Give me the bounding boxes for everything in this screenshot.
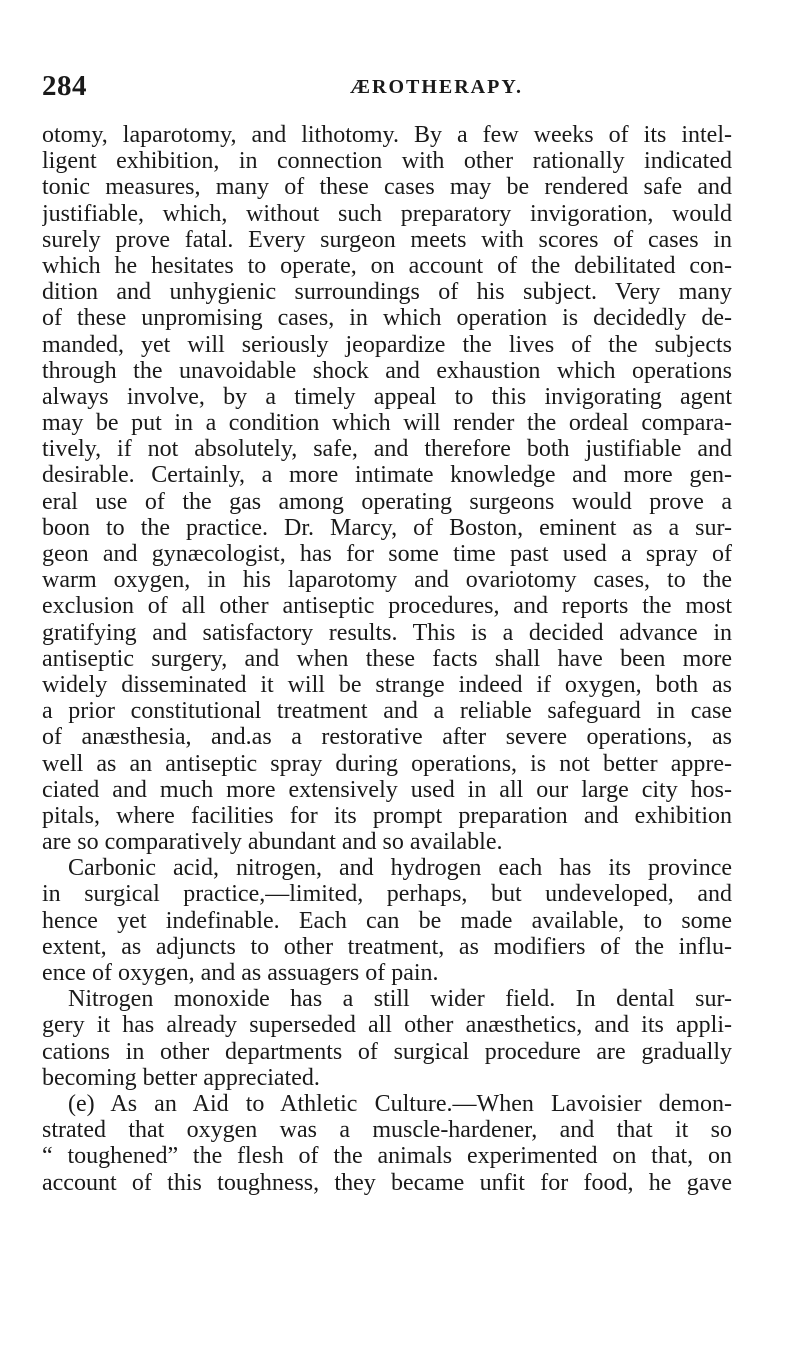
text-line: Nitrogen monoxide has a still wider field. In dental sur- [68, 986, 732, 1013]
page-number: 284 [42, 70, 87, 102]
text-line: extent, as adjuncts to other treatment, as modifiers of the influ- [42, 933, 732, 960]
text-line: surely prove fatal. Every surgeon meets with scores of cases in [42, 226, 732, 253]
text-line: in surgical practice,—limited, perhaps, but undeveloped, and [42, 881, 732, 908]
text-line: ciated and much more extensively used in all our large city hos- [42, 776, 732, 803]
text-line: (e) As an Aid to Athletic Culture.—When Lavoisier demon- [68, 1090, 732, 1117]
text-line: tively, if not absolutely, safe, and therefore both justifiable and [42, 436, 732, 463]
text-line: justifiable, which, without such preparatory invigoration, would [42, 200, 732, 227]
text-line: desirable. Certainly, a more intimate knowledge and more gen- [42, 462, 732, 489]
text-line: otomy, laparotomy, and lithotomy. By a few weeks of its intel- [42, 122, 732, 148]
text-line: dition and unhygienic surroundings of his subject. Very many [42, 279, 732, 306]
text-line: well as an antiseptic spray during operations, is not better appre- [42, 750, 732, 777]
text-line: always involve, by a timely appeal to this invigorating agent [42, 383, 732, 410]
text-line: account of this toughness, they became unfit for food, he gave [42, 1169, 732, 1196]
text-line: of these unpromising cases, in which operation is decidedly de- [42, 305, 732, 332]
text-line: strated that oxygen was a muscle-hardener, and that it so [42, 1117, 732, 1144]
text-line: ence of oxygen, and as assuagers of pain. [42, 960, 439, 986]
body-text [42, 122, 732, 1196]
text-line: becoming better appreciated. [42, 1064, 320, 1091]
text-line: may be put in a condition which will render the ordeal compara- [42, 410, 732, 437]
text-line: tonic measures, many of these cases may be rendered safe and [42, 174, 732, 201]
text-line: geon and gynæcologist, has for some time past used a spray of [42, 541, 732, 567]
text-line: manded, yet will seriously jeopardize the lives of the subjects [42, 331, 732, 358]
text-line: gratifying and satisfactory results. This is a decided advance in [42, 619, 732, 646]
text-line: are so comparatively abundant and so available. [42, 829, 503, 856]
text-line: eral use of the gas among operating surgeons would prove a [42, 488, 732, 515]
text-line: a prior constitutional treatment and a reliable safeguard in case [42, 698, 732, 725]
text-line: warm oxygen, in his laparotomy and ovariotomy cases, to the [42, 567, 732, 594]
text-line: through the unavoidable shock and exhaustion which operations [42, 357, 732, 384]
text-line: which he hesitates to operate, on account of the debilitated con- [42, 252, 732, 279]
text-line: pitals, where facilities for its prompt preparation and exhibition [42, 802, 732, 829]
text-line: antiseptic surgery, and when these facts shall have been more [42, 645, 732, 672]
text-line: ligent exhibition, in connection with other rationally indicated [42, 148, 732, 175]
text-line: of anæsthesia, and.as a restorative after severe operations, as [42, 724, 732, 751]
text-line: cations in other departments of surgical procedure are gradually [42, 1038, 732, 1065]
text-line: hence yet indefinable. Each can be made available, to some [42, 907, 732, 934]
running-head: ÆROTHERAPY. [350, 76, 523, 98]
page-header [42, 70, 732, 110]
text-line: exclusion of all other antiseptic procedures, and reports the most [42, 593, 732, 620]
text-line: gery it has already superseded all other anæsthetics, and its appli- [42, 1012, 732, 1039]
text-line: boon to the practice. Dr. Marcy, of Boston, eminent as a sur- [42, 514, 732, 541]
text-line: Carbonic acid, nitrogen, and hydrogen each has its province [68, 855, 732, 882]
text-line: “ toughened” the flesh of the animals experimented on that, on [42, 1143, 732, 1170]
text-line: widely disseminated it will be strange indeed if oxygen, both as [42, 671, 732, 698]
